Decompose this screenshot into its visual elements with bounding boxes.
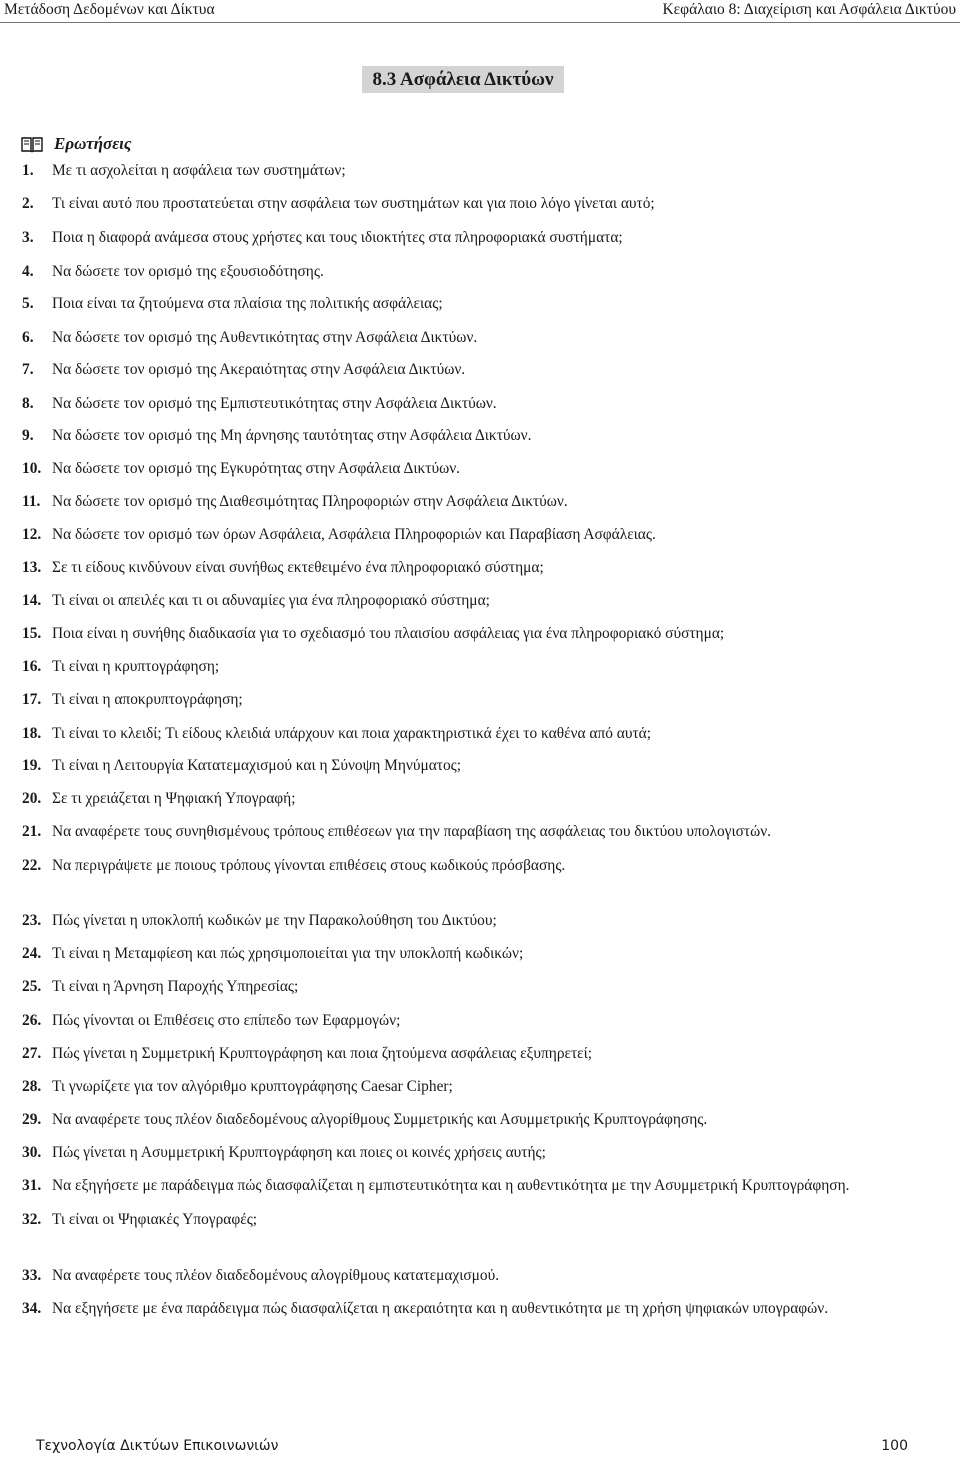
question-text: Σε τι είδους κινδύνουν είναι συνήθως εκτεθειμένο ένα πληροφοριακό σύστημα; <box>52 559 544 576</box>
question-text: Σε τι χρειάζεται η Ψηφιακή Υπογραφή; <box>52 790 296 807</box>
question-item <box>22 393 910 415</box>
question-number: 14. <box>22 592 42 609</box>
question-number: 16. <box>22 658 42 675</box>
question-item <box>22 1175 910 1197</box>
question-number: 32. <box>22 1211 42 1228</box>
question-text: Να αναφέρετε τους πλέον διαδεδομένους αλγορίθμους Συμμετρικής και Ασυμμετρικής Κρυπτογράφησης. <box>52 1111 708 1128</box>
question-item <box>22 193 910 215</box>
question-item <box>22 723 910 745</box>
question-text: Τι είναι η αποκρυπτογράφηση; <box>52 691 243 708</box>
question-number: 2. <box>22 195 34 212</box>
question-number: 19. <box>22 757 42 774</box>
question-number: 3. <box>22 229 34 246</box>
question-number: 9. <box>22 427 34 444</box>
question-number: 22. <box>22 857 42 874</box>
question-item <box>22 425 910 447</box>
question-item <box>22 458 910 480</box>
question-item <box>22 821 910 843</box>
question-text: Πώς γίνεται η Ασυμμετρική Κρυπτογράφηση και ποιες οι κοινές χρήσεις αυτής; <box>52 1144 546 1161</box>
question-item <box>22 160 910 182</box>
question-text: Τι είναι η Λειτουργία Κατατεμαχισμού και η Σύνοψη Μηνύματος; <box>52 757 462 774</box>
question-item <box>22 524 910 546</box>
question-number: 10. <box>22 460 42 477</box>
question-text: Να εξηγήσετε με ένα παράδειγμα πώς διασφαλίζεται η ακεραιότητα και η αυθεντικότητα με τη χρήση ψηφιακών υπογραφών. <box>52 1300 829 1317</box>
question-item <box>22 227 910 249</box>
question-item <box>22 1076 910 1098</box>
question-item <box>22 755 910 777</box>
page-header <box>0 0 960 23</box>
question-number: 7. <box>22 361 34 378</box>
question-number: 27. <box>22 1045 42 1062</box>
question-number: 21. <box>22 823 42 840</box>
question-item <box>22 1109 910 1131</box>
question-text: Τι γνωρίζετε για τον αλγόριθμο κρυπτογράφησης Caesar Cipher; <box>52 1078 453 1095</box>
question-text: Να αναφέρετε τους πλέον διαδεδομένους αλογρίθμους κατατεμαχισμού. <box>52 1267 500 1284</box>
question-number: 18. <box>22 725 42 742</box>
question-item <box>22 293 910 315</box>
footer-course-name: Τεχνολογία Δικτύων Επικοινωνιών <box>36 1438 279 1454</box>
question-text: Ποια είναι η συνήθης διαδικασία για το σχεδιασμό του πλαισίου ασφάλειας για ένα πληροφοριακό σύστημα; <box>52 625 725 642</box>
question-item <box>22 1010 910 1032</box>
question-text: Τι είναι η κρυπτογράφηση; <box>52 658 220 675</box>
question-item <box>22 590 910 612</box>
question-number: 11. <box>22 493 41 510</box>
question-item <box>22 910 910 932</box>
question-item <box>22 359 910 381</box>
question-number: 29. <box>22 1111 42 1128</box>
question-number: 1. <box>22 162 34 179</box>
question-text: Τι είναι οι Ψηφιακές Υπογραφές; <box>52 1211 258 1228</box>
question-text: Ποια η διαφορά ανάμεσα στους χρήστες και τους ιδιοκτήτες στα πληροφοριακά συστήματα; <box>52 229 623 246</box>
section-title: 8.3 Ασφάλεια Δικτύων <box>362 66 564 93</box>
question-item <box>22 855 910 877</box>
question-item <box>22 1209 910 1231</box>
question-text: Τι είναι αυτό που προστατεύεται στην ασφάλεια των συστημάτων και για ποιο λόγο γίνεται αυτό; <box>52 195 655 212</box>
question-item <box>22 976 910 998</box>
question-item <box>22 1298 910 1320</box>
question-number: 17. <box>22 691 42 708</box>
question-number: 33. <box>22 1267 42 1284</box>
question-text: Τι είναι το κλειδί; Τι είδους κλειδιά υπάρχουν και ποια χαρακτηριστικά έχει το καθένα από αυτά; <box>52 725 651 742</box>
question-text: Ποια είναι τα ζητούμενα στα πλαίσια της πολιτικής ασφάλειας; <box>52 295 443 312</box>
question-number: 25. <box>22 978 42 995</box>
question-text: Με τι ασχολείται η ασφάλεια των συστημάτων; <box>52 162 346 179</box>
question-number: 4. <box>22 263 34 280</box>
question-number: 26. <box>22 1012 42 1029</box>
question-number: 34. <box>22 1300 42 1317</box>
question-text: Να δώσετε τον ορισμό των όρων Ασφάλεια, Ασφάλεια Πληροφοριών και Παραβίαση Ασφάλειας. <box>52 526 656 543</box>
question-text: Τι είναι οι απειλές και τι οι αδυναμίες για ένα πληροφοριακό σύστημα; <box>52 592 490 609</box>
question-number: 31. <box>22 1177 42 1194</box>
question-text: Πώς γίνεται η Συμμετρική Κρυπτογράφηση και ποια ζητούμενα ασφάλειας εξυπηρετεί; <box>52 1045 593 1062</box>
question-text: Να δώσετε τον ορισμό της Ακεραιότητας στην Ασφάλεια Δικτύων. <box>52 361 466 378</box>
question-number: 12. <box>22 526 42 543</box>
question-number: 24. <box>22 945 42 962</box>
question-item <box>22 491 910 513</box>
question-number: 23. <box>22 912 42 929</box>
questions-heading <box>20 134 131 154</box>
question-text: Να περιγράψετε με ποιους τρόπους γίνονται επιθέσεις στους κωδικούς πρόσβασης. <box>52 857 566 874</box>
question-item <box>22 943 910 965</box>
questions-heading-label: Ερωτήσεις <box>54 134 132 153</box>
question-number: 6. <box>22 329 34 346</box>
header-course-title: Μετάδοση Δεδομένων και Δίκτυα <box>4 1 215 18</box>
question-number: 30. <box>22 1144 42 1161</box>
question-text: Πώς γίνονται οι Επιθέσεις στο επίπεδο των Εφαρμογών; <box>52 1012 401 1029</box>
question-item <box>22 557 910 579</box>
header-chapter-title: Κεφάλαιο 8: Διαχείριση και Ασφάλεια Δικτύου <box>662 1 956 18</box>
question-text: Τι είναι η Άρνηση Παροχής Υπηρεσίας; <box>52 978 299 995</box>
question-text: Να αναφέρετε τους συνηθισμένους τρόπους επιθέσεων για την παραβίαση της ασφάλειας του δικτύου υπολογιστών. <box>52 823 772 840</box>
question-item <box>22 788 910 810</box>
question-number: 20. <box>22 790 42 807</box>
question-item <box>22 656 910 678</box>
question-number: 13. <box>22 559 42 576</box>
question-item <box>22 1043 910 1065</box>
question-number: 28. <box>22 1078 42 1095</box>
page-footer <box>0 1438 960 1460</box>
question-text: Να δώσετε τον ορισμό της Αυθεντικότητας στην Ασφάλεια Δικτύων. <box>52 329 478 346</box>
question-text: Να δώσετε τον ορισμό της Μη άρνησης ταυτότητας στην Ασφάλεια Δικτύων. <box>52 427 532 444</box>
page-number: 100 <box>881 1438 908 1454</box>
question-text: Τι είναι η Μεταμφίεση και πώς χρησιμοποιείται για την υποκλοπή κωδικών; <box>52 945 524 962</box>
question-item <box>22 1142 910 1164</box>
question-item <box>22 327 910 349</box>
question-number: 5. <box>22 295 34 312</box>
question-item <box>22 689 910 711</box>
question-text: Να δώσετε τον ορισμό της Εμπιστευτικότητας στην Ασφάλεια Δικτύων. <box>52 395 497 412</box>
question-text: Να εξηγήσετε με παράδειγμα πώς διασφαλίζεται η εμπιστευτικότητα και η αυθεντικότητα με την Ασυμμετρική Κρυπτογράφηση. <box>52 1177 850 1194</box>
question-number: 15. <box>22 625 42 642</box>
question-item <box>22 261 910 283</box>
question-item <box>22 623 910 645</box>
question-text: Πώς γίνεται η υποκλοπή κωδικών με την Παρακολούθηση του Δικτύου; <box>52 912 497 929</box>
question-number: 8. <box>22 395 34 412</box>
question-item <box>22 1265 910 1287</box>
book-icon <box>20 135 44 153</box>
question-text: Να δώσετε τον ορισμό της Διαθεσιμότητας Πληροφοριών στην Ασφάλεια Δικτύων. <box>52 493 568 510</box>
question-text: Να δώσετε τον ορισμό της Εγκυρότητας στην Ασφάλεια Δικτύων. <box>52 460 461 477</box>
question-text: Να δώσετε τον ορισμό της εξουσιοδότησης. <box>52 263 324 280</box>
